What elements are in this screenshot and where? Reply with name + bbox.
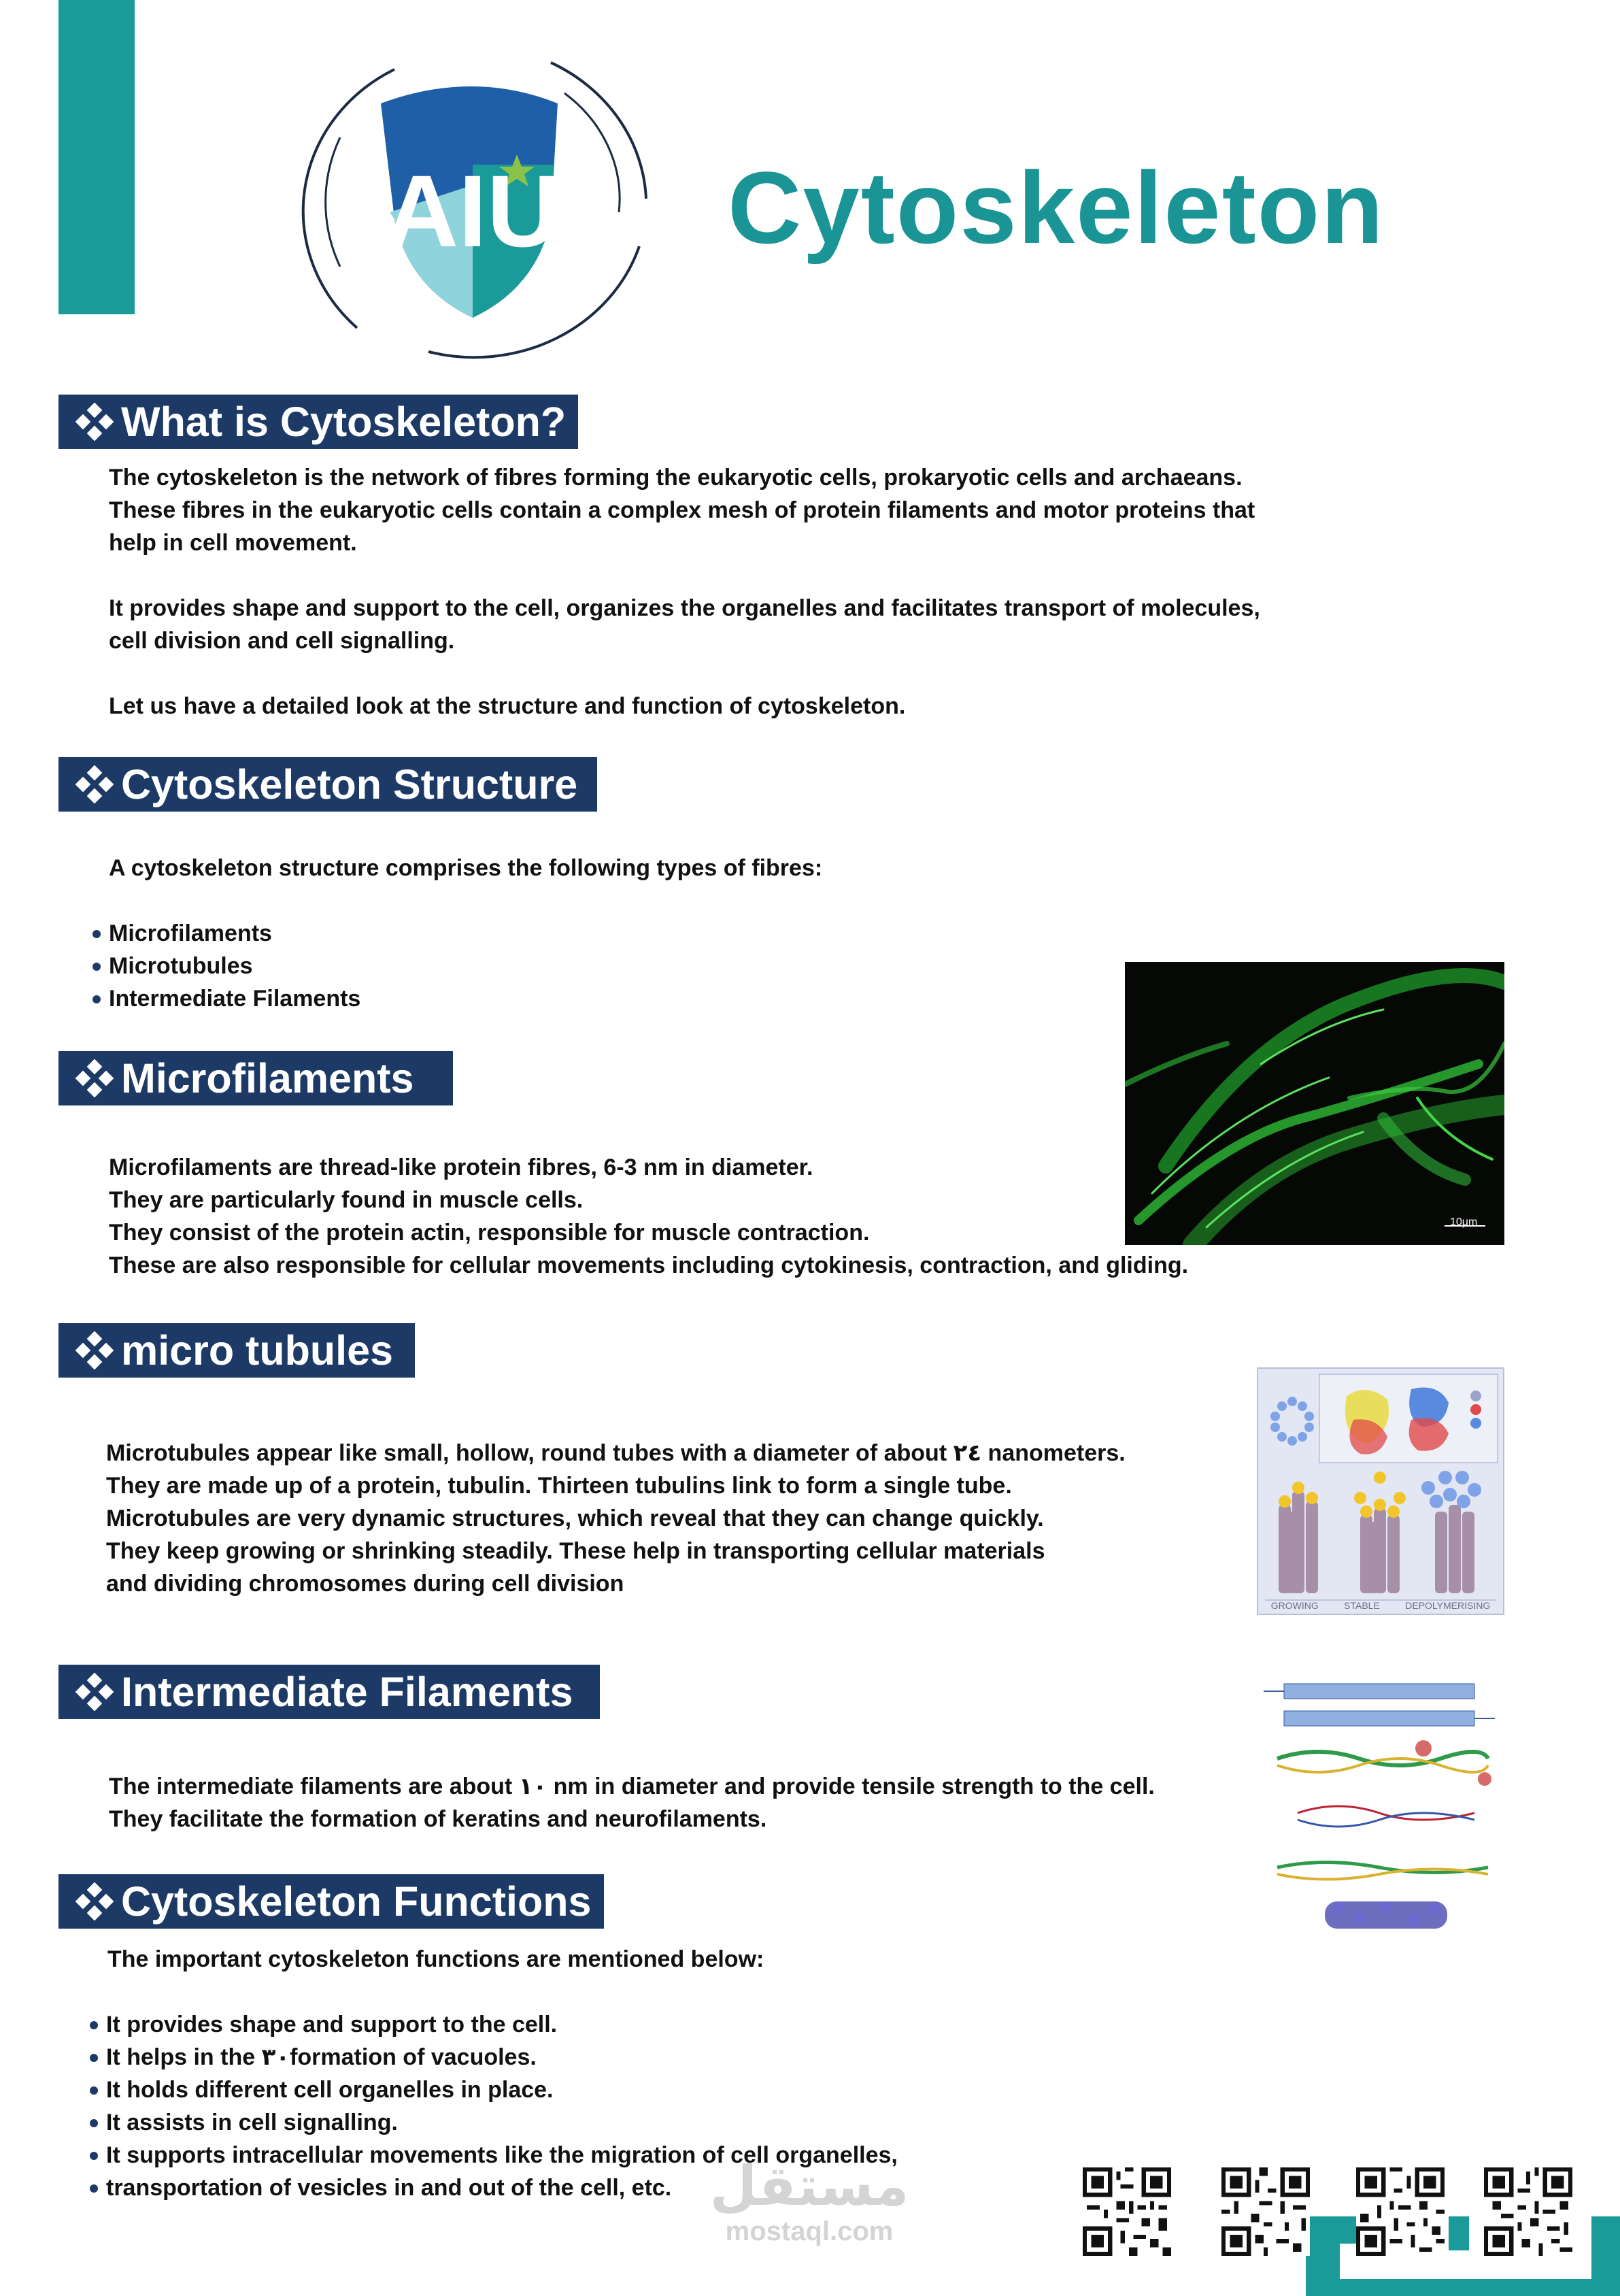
list-item: Microfilaments xyxy=(91,917,360,950)
section-heading-label: Microfilaments xyxy=(121,1055,414,1101)
text-line: Microfilaments are thread-like protein fibres, 6-3 nm in diameter. xyxy=(109,1154,813,1180)
text-line: These fibres in the eukaryotic cells contain a complex mesh of protein filaments and motor proteins that xyxy=(109,497,1255,523)
what-paragraph xyxy=(109,461,1260,722)
microtubules-paragraph xyxy=(106,1437,1126,1600)
watermark xyxy=(707,2157,911,2246)
text-line: They are made up of a protein, tubulin. Thirteen tubulins link to form a single tube. xyxy=(106,1473,1012,1499)
list-item: transportation of vesicles in and out of the cell, etc. xyxy=(88,2172,898,2204)
list-item: It holds different cell organelles in place. xyxy=(88,2074,898,2106)
decorative-frame-bottom xyxy=(1306,2279,1620,2296)
section-heading-functions xyxy=(58,1874,604,1929)
structure-intro: A cytoskeleton structure comprises the following types of fibres: xyxy=(109,855,823,881)
functions-intro: The important cytoskeleton functions are mentioned below: xyxy=(107,1946,764,1972)
list-item: It assists in cell signalling. xyxy=(88,2106,898,2139)
list-item: It helps in the ٣٠formation of vacuoles. xyxy=(88,2041,898,2074)
diamonds-icon xyxy=(75,1059,114,1098)
decorative-bar xyxy=(58,0,135,314)
section-heading-label: What is Cytoskeleton? xyxy=(121,399,567,445)
text-line: They facilitate the formation of keratins and neurofilaments. xyxy=(109,1806,767,1832)
text-line: They keep growing or shrinking steadily. These help in transporting cellular materials xyxy=(106,1538,1045,1564)
text-line: They are particularly found in muscle cells. xyxy=(109,1187,584,1213)
text-line: The intermediate filaments are about ١٠ nm in diameter and provide tensile strength to the cell. xyxy=(109,1774,1155,1799)
qr-code[interactable] xyxy=(1221,2167,1310,2256)
text-line: and dividing chromosomes during cell division xyxy=(106,1571,624,1597)
page-title: Cytoskeleton xyxy=(728,150,1385,265)
list-item: Intermediate Filaments xyxy=(91,982,360,1015)
decorative-frame-notch xyxy=(1449,2216,1469,2250)
list-item: It supports intracellular movements like the migration of cell organelles, xyxy=(88,2139,898,2172)
section-heading-microfilaments xyxy=(58,1051,453,1105)
text-line: The cytoskeleton is the network of fibres forming the eukaryotic cells, prokaryotic cells and archaeans. xyxy=(109,465,1243,490)
text-line: It provides shape and support to the cell, organizes the organelles and facilitates transport of molecules, xyxy=(109,595,1260,621)
section-heading-structure xyxy=(58,757,597,812)
caption-depolymerising: DEPOLYMERISING xyxy=(1405,1600,1491,1611)
watermark-latin: mostaql.com xyxy=(725,2216,894,2246)
caption-stable: STABLE xyxy=(1344,1600,1380,1611)
text-line: Microtubules are very dynamic structures, which reveal that they can change quickly. xyxy=(106,1505,1044,1531)
qr-code[interactable] xyxy=(1356,2167,1445,2256)
section-heading-microtubules xyxy=(58,1323,415,1378)
text-line: cell division and cell signalling. xyxy=(109,628,455,654)
text-line: help in cell movement. xyxy=(109,530,357,556)
section-heading-label: Cytoskeleton Structure xyxy=(121,761,578,808)
section-heading-label: Intermediate Filaments xyxy=(121,1669,573,1715)
section-heading-label: micro tubules xyxy=(121,1327,393,1374)
caption-growing: GROWING xyxy=(1270,1600,1319,1611)
spacer xyxy=(109,559,1260,592)
diamonds-icon xyxy=(75,765,114,804)
qr-code[interactable] xyxy=(1484,2167,1572,2256)
aiu-logo xyxy=(292,42,653,362)
intermediate-paragraph xyxy=(109,1770,1155,1835)
section-heading-label: Cytoskeleton Functions xyxy=(121,1878,592,1925)
text-line: They consist of the protein actin, responsible for muscle contraction. xyxy=(109,1220,870,1246)
fibre-type-list xyxy=(91,917,360,1015)
actin-fluorescence-image xyxy=(1125,962,1504,1245)
decorative-frame-right xyxy=(1591,2216,1620,2296)
qr-code[interactable] xyxy=(1083,2167,1171,2256)
diamonds-icon xyxy=(75,1331,114,1370)
section-heading-intermediate xyxy=(58,1665,600,1719)
diamonds-icon xyxy=(75,402,114,442)
spacer xyxy=(109,657,1260,690)
list-item: Microtubules xyxy=(91,950,360,982)
watermark-arabic: مستقل xyxy=(709,2156,909,2216)
microfilaments-paragraph xyxy=(109,1151,1188,1282)
logo-text: AIU xyxy=(384,154,561,268)
diamonds-icon xyxy=(75,1882,114,1921)
text-line: These are also responsible for cellular movements including cytokinesis, contraction, and gliding. xyxy=(109,1252,1189,1278)
text-line: Let us have a detailed look at the structure and function of cytoskeleton. xyxy=(109,693,906,719)
list-item: It provides shape and support to the cell. xyxy=(88,2008,898,2041)
figure-caption-row xyxy=(1258,1600,1503,1611)
section-heading-what xyxy=(58,395,578,449)
diamonds-icon xyxy=(75,1672,114,1712)
scale-label: 10μm xyxy=(1450,1216,1478,1228)
intermediate-filament-diagram xyxy=(1257,1663,1504,1944)
text-line: Microtubules appear like small, hollow, round tubes with a diameter of about ٢٤ nanometers. xyxy=(106,1440,1126,1466)
microtubule-figure xyxy=(1257,1367,1504,1615)
